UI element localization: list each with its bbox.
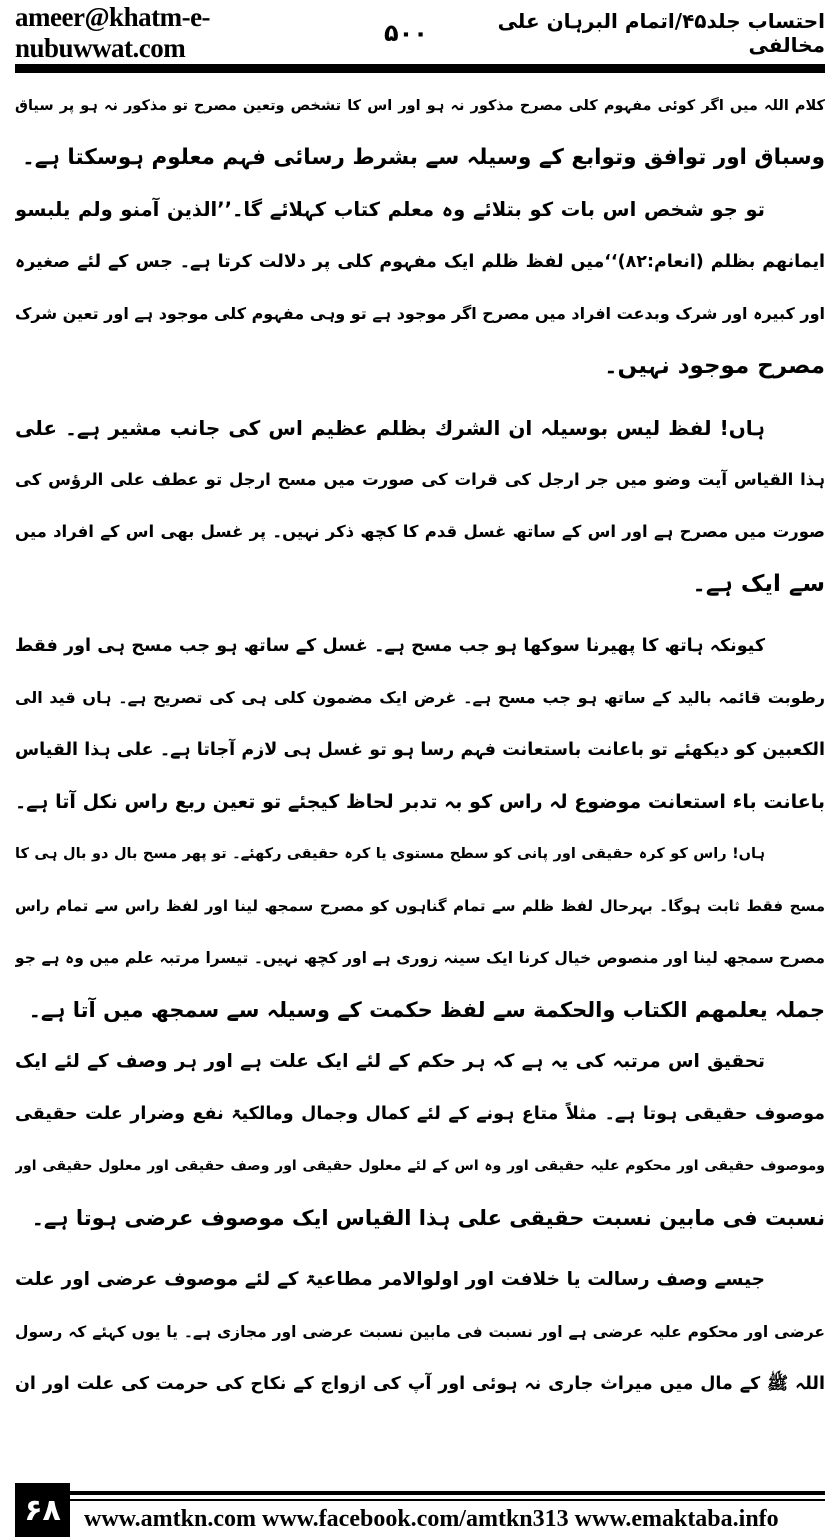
- text-line: الکعبین کو دیکھئے تو باعانت باستعانت فہم رسا ہو تو غسل ہی لازم آجاتا ہے۔ علی ہذا القیاس: [15, 740, 825, 760]
- text-line: جملہ یعلمھم الکتاب والحکمة سے لفظ حکمت کے وسیلہ سے سمجھ میں آتا ہے۔: [28, 998, 825, 1022]
- page-body: [15, 80, 825, 1410]
- footer-page-number: ۶۸: [15, 1483, 70, 1537]
- header-email: ameer@khatm-e-nubuwwat.com: [15, 2, 211, 63]
- header-page-number: ۵۰۰: [383, 19, 428, 47]
- text-line: مصرح سمجھ لینا اور منصوص خیال کرنا ایک سینہ زوری ہے اور کچھ نہیں۔ تیسرا مرتبہ علم میں وہ ہے جو: [15, 949, 825, 967]
- text-line: سے ایک ہے۔: [692, 571, 825, 597]
- text-line: عرضی اور محکوم علیہ عرضی ہے اور نسبت فی مابین نسبت عرضی اور مجازی ہے۔ یا یوں کہئے کہ رسول: [15, 1323, 825, 1341]
- text-line: کلام اللہ میں اگر کوئی مفہوم کلی مصرح مذکور نہ ہو اور اس کا تشخص وتعین مصرح تو مذکور نہ ہو پر سیاق: [15, 98, 825, 114]
- text-line: موصوف حقیقی ہوتا ہے۔ مثلاً متاع ہونے کے لئے کمال وجمال ومالکیۃ نفع وضرار علت حقیقی: [15, 1104, 825, 1124]
- text-line: اور کبیرہ اور شرک وبدعت افراد میں مصرح اگر موجود ہے تو وہی مفہوم کلی موجود ہے اور تعین شرک: [15, 304, 825, 323]
- footer-urls: www.amtkn.com www.facebook.com/amtkn313 www.emaktaba.info: [84, 1506, 779, 1532]
- header-divider: [15, 64, 825, 73]
- footer-divider-thin: [70, 1499, 825, 1501]
- text-line: صورت میں مصرح ہے اور اس کے ساتھ غسل قدم کا کچھ ذکر نہیں۔ پر غسل بھی اس کے افراد میں: [15, 522, 825, 541]
- text-line: ہذا القیاس آیت وضو میں جر ارجل کی قرات کی صورت میں مسح ارجل تو عطف علی الرؤس کی: [15, 470, 825, 489]
- text-line: کیونکہ ہاتھ کا پھیرنا سوکھا ہو جب مسح ہے۔ غسل کے ساتھ ہو جب مسح ہی اور فقط: [15, 636, 765, 656]
- text-line: رطوبت قائمہ بالید کے ساتھ ہو جب مسح ہے۔ غرض ایک مضمون کلی ہی کی تصریح ہے۔ ہاں قید الی: [15, 688, 825, 707]
- text-line: وموصوف حقیقی اور محکوم علیہ حقیقی اور وہ اس کے لئے معلول حقیقی اور وصف حقیقی اور معلول حقیقی اور: [15, 1158, 825, 1174]
- text-line: تحقیق اس مرتبہ کی یہ ہے کہ ہر حکم کے لئے ایک علت ہے اور ہر وصف کے لئے ایک: [15, 1051, 765, 1072]
- text-line: ہاں! لفظ لیس بوسیلہ ان الشرك بظلم عظیم اس کی جانب مشیر ہے۔ علی: [15, 416, 765, 440]
- footer-divider: [70, 1491, 825, 1495]
- text-line: مسح فقط ثابت ہوگا۔ بہرحال لفظ ظلم سے تمام گناہوں کو مصرح سمجھ لینا اور لفظ راس سے تمام راس: [15, 897, 825, 915]
- text-line: مصرح موجود نہیں۔: [604, 353, 825, 379]
- header-title: احتساب جلد۴۵/اتمام البرہان علی مخالفی: [497, 9, 825, 57]
- text-line: وسباق اور توافق وتوابع کے وسیلہ سے بشرط رسائی فہم معلوم ہوسکتا ہے۔: [22, 145, 825, 170]
- text-line: تو جو شخص اس بات کو بتلائے وہ معلم کتاب کہلائے گا۔’’الذین آمنو ولم یلبسو: [15, 198, 765, 221]
- page-header: [15, 2, 825, 63]
- text-line: ایمانھم بظلم (انعام:۸۲)‘‘میں لفظ ظلم ایک مفہوم کلی پر دلالت کرتا ہے۔ جس کے لئے صغیرہ: [15, 252, 825, 272]
- text-line: باعانت باء استعانت موضوع لہ راس کو بہ تدبر لحاظ کیجئے تو تعین ربع راس نکل آتا ہے۔: [15, 791, 825, 813]
- text-line: ہاں! راس کو کرہ حقیقی اور پانی کو سطح مستوی یا کرہ حقیقی رکھئے۔ تو پھر مسح بال دو بال ہی کا: [15, 846, 765, 862]
- text-line: جیسے وصف رسالت یا خلافت اور اولوالامر مطاعیۃ کے لئے موصوف عرضی اور علت: [15, 1269, 765, 1290]
- text-line: نسبت فی مابین نسبت حقیقی علی ہذا القیاس ایک موصوف عرضی ہوتا ہے۔: [31, 1206, 825, 1230]
- text-line: اللہ ﷺ کے مال میں میراث جاری نہ ہوئی اور آپ کی ازواج کے نکاح کی حرمت کی علت اور ان: [15, 1374, 825, 1394]
